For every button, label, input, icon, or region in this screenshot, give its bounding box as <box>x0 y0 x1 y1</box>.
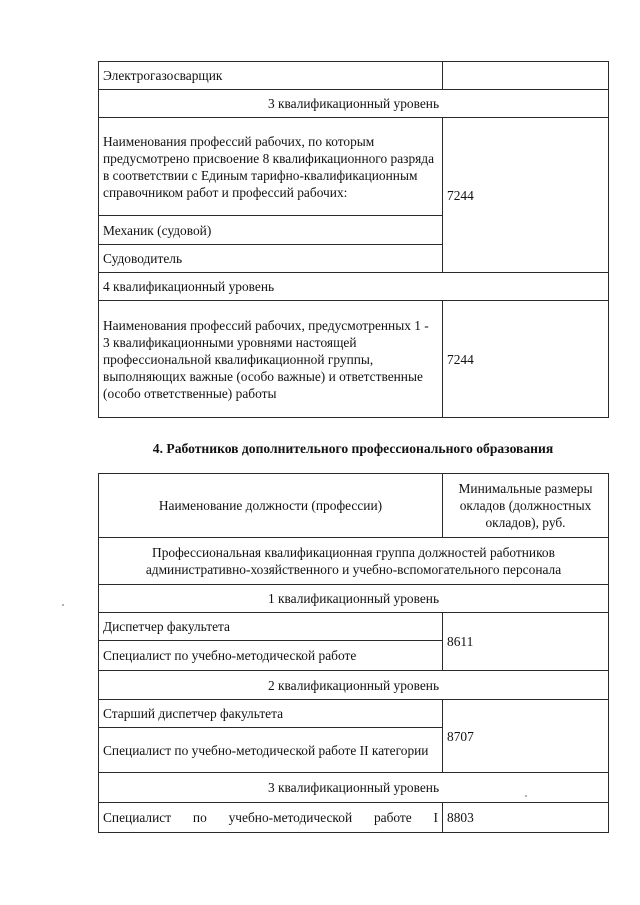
level-heading: 3 квалификационный уровень <box>99 773 609 803</box>
level-heading: 3 квалификационный уровень <box>99 90 609 118</box>
salary-cell-empty <box>443 62 609 90</box>
group-heading: Профессиональная квалификационная группа должностей работников административно-хозяйственного и учебно-вспомогательного персонала <box>99 538 609 585</box>
header-salary: Минимальные размеры окладов (должностных окладов), руб. <box>443 474 609 538</box>
level-heading: 1 квалификационный уровень <box>99 585 609 613</box>
position-cell: Специалист по учебно-методической работе I <box>99 803 443 833</box>
profession-description: Наименования профессий рабочих, по которым предусмотрено присвоение 8 квалификационного разряда в соответствии с Единым тарифно-квалификационным справочником работ и профессий рабочих: <box>99 118 443 216</box>
level-heading: 2 квалификационный уровень <box>99 671 609 700</box>
profession-description: Наименования профессий рабочих, предусмотренных 1 - 3 квалификационными уровнями настоящей профессиональной квалификационной группы, выполняющих важные (особо важные) и ответственные (особо ответственные) работы <box>99 301 443 418</box>
scan-speck <box>525 795 527 797</box>
qualification-table-workers <box>98 61 609 418</box>
qualification-table-staff <box>98 473 609 833</box>
position-cell: Старший диспетчер факультета <box>99 700 443 728</box>
position-cell: Специалист по учебно-методической работе <box>99 641 443 671</box>
section-title: 4. Работников дополнительного профессионального образования <box>152 441 554 456</box>
salary-cell: 8803 <box>443 803 609 833</box>
profession-cell: Электрогазосварщик <box>99 62 443 90</box>
position-cell: Диспетчер факультета <box>99 613 443 641</box>
profession-cell: Судоводитель <box>99 245 443 273</box>
level-heading: 4 квалификационный уровень <box>99 273 609 301</box>
header-position: Наименование должности (профессии) <box>99 474 443 538</box>
profession-cell: Механик (судовой) <box>99 216 443 245</box>
scan-speck <box>62 604 64 606</box>
position-cell: Специалист по учебно-методической работе II категории <box>99 728 443 773</box>
salary-cell: 8707 <box>443 700 609 773</box>
salary-cell: 8611 <box>443 613 609 671</box>
salary-cell: 7244 <box>443 118 609 273</box>
salary-cell: 7244 <box>443 301 609 418</box>
